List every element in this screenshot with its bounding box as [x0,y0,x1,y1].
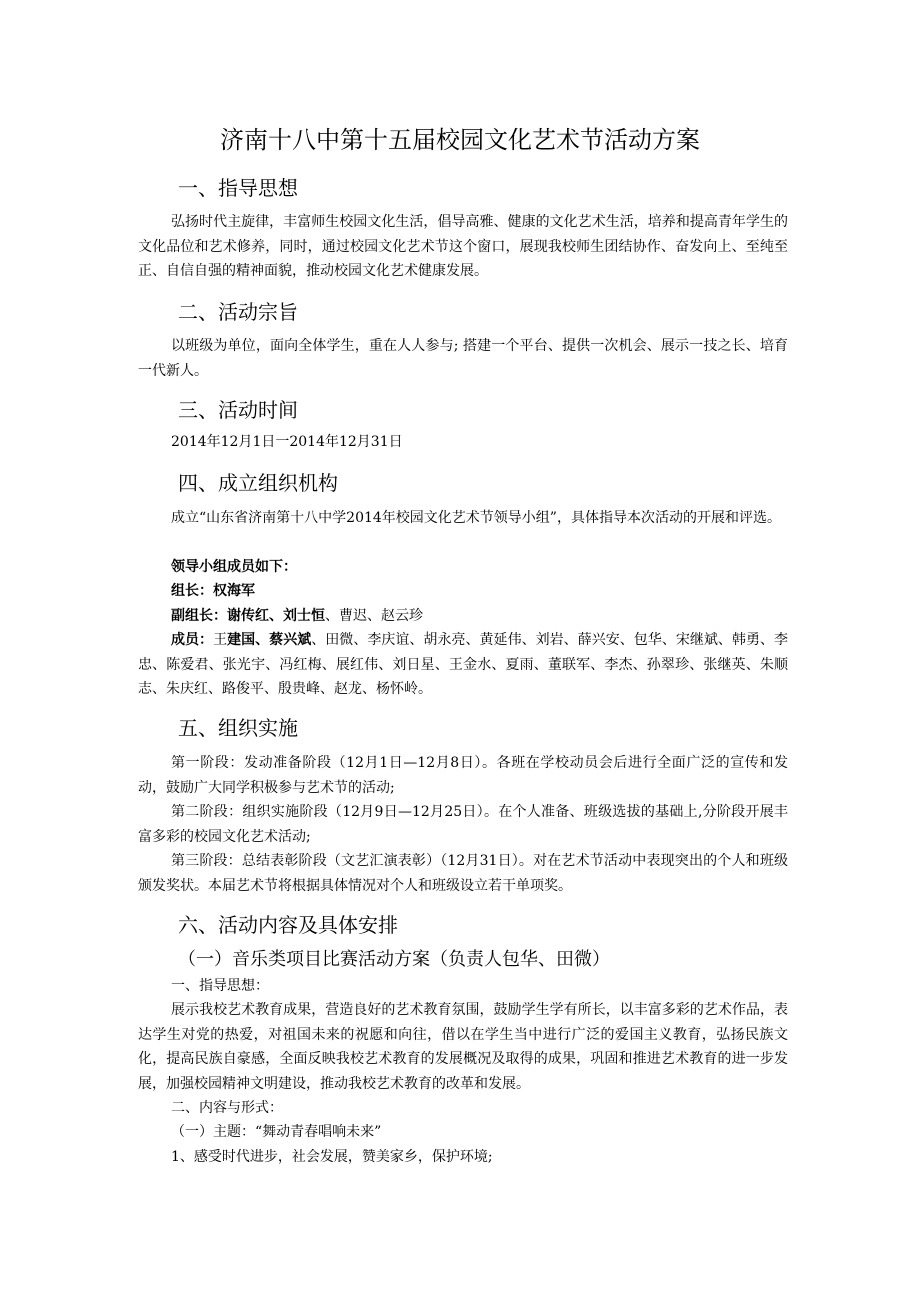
music-guide-title: 一、指导思想： [171,978,269,994]
deputy-label: 副组长： [171,608,227,624]
purpose-paragraph: 以班级为单位，面向全体学生，重在人人参与; 搭建一个平台、提供一次机会、展示一技之长、培育一代新人。 [138,338,788,379]
members-first: 王 [213,632,228,648]
section-heading-implementation: 五、组织实施 [178,716,298,740]
leader-name: 权海军 [213,583,255,599]
section-heading-time: 三、活动时间 [178,398,298,422]
deputy-names: 、曹迟、赵云珍 [325,608,423,624]
members-paragraph [138,628,788,702]
leader-label: 组长： [171,583,213,599]
stage-two-paragraph: 第二阶段：组织实施阶段（12月9日—12月25日）。在个人准备、班级选拔的基础上,分阶段开展丰富多彩的校园文化艺术活动; [138,804,788,845]
organization-paragraph: 成立“山东省济南第十八中学2014年校园文化艺术节领导小组”，具体指导本次活动的开展和评选。 [171,510,781,526]
members-bold: 建国、蔡兴斌 [227,632,312,648]
music-theme: （一）主题：“舞动青春唱响未来” [171,1124,382,1140]
deputy-names-bold: 谢传红、刘士恒 [227,608,325,624]
document-title: 济南十八中第十五届校园文化艺术节活动方案 [220,126,700,154]
section-heading-guiding-thought: 一、指导思想 [178,176,298,200]
members-title: 领导小组成员如下： [171,559,297,575]
music-item-1: 1、感受时代进步，社会发展，赞美家乡，保护环境; [171,1149,493,1165]
subsection-heading-music: （一）音乐类项目比赛活动方案（负责人包华、田微） [178,949,610,970]
stage-one-paragraph: 第一阶段：发动准备阶段（12月1日—12月8日）。各班在学校动员会后进行全面广泛的宣传和发动，鼓励广大同学积极参与艺术节的活动; [138,755,788,796]
section-heading-purpose: 二、活动宗旨 [178,300,298,324]
guiding-thought-paragraph: 弘扬时代主旋律，丰富师生校园文化生活，倡导高雅、健康的文化艺术生活，培养和提高青年学生的文化品位和艺术修养，同时，通过校园文化艺术节这个窗口，展现我校师生团结协作、奋发向上、至纯至正、自信自强的精神面貌，推动校园文化艺术健康发展。 [138,214,788,279]
section-heading-activities: 六、活动内容及具体安排 [178,913,398,937]
section-heading-organization: 四、成立组织机构 [178,471,338,495]
members-label: 成员： [171,632,214,648]
music-guide-paragraph: 展示我校艺术教育成果，营造良好的艺术教育氛围，鼓励学生学有所长，以丰富多彩的艺术作品，表达学生对党的热爱，对祖国未来的祝愿和向往，借以在学生当中进行广泛的爱国主义教育，弘扬民族文化，提高民族自豪感，全面反映我校艺术教育的发展概况及取得的成果，巩固和推进艺术教育的进一步发展，加强校园精神文明建设，推动我校艺术教育的改革和发展。 [138,1002,788,1092]
music-content-title: 二、内容与形式： [171,1100,283,1116]
deputy-line [171,604,423,629]
time-paragraph: 2014年12月1日一2014年12月31日 [171,434,403,450]
leader-line [171,579,255,604]
members-list: 、田微、李庆谊、胡永亮、黄延伟、刘岩、薛兴安、包华、宋继斌、韩勇、李忠、陈爱君、张光宇、冯红梅、展红伟、刘日星、王金水、夏雨、董联军、李杰、孙翠珍、张继英、朱顺志、朱庆红、路俊平、殷贵峰、赵龙、杨怀岭。 [138,632,789,697]
stage-three-paragraph: 第三阶段：总结表彰阶段（文艺汇演表彰）（12月31日）。对在艺术节活动中表现突出的个人和班级颁发奖状。本届艺术节将根据具体情况对个人和班级设立若干单项奖。 [138,853,788,894]
